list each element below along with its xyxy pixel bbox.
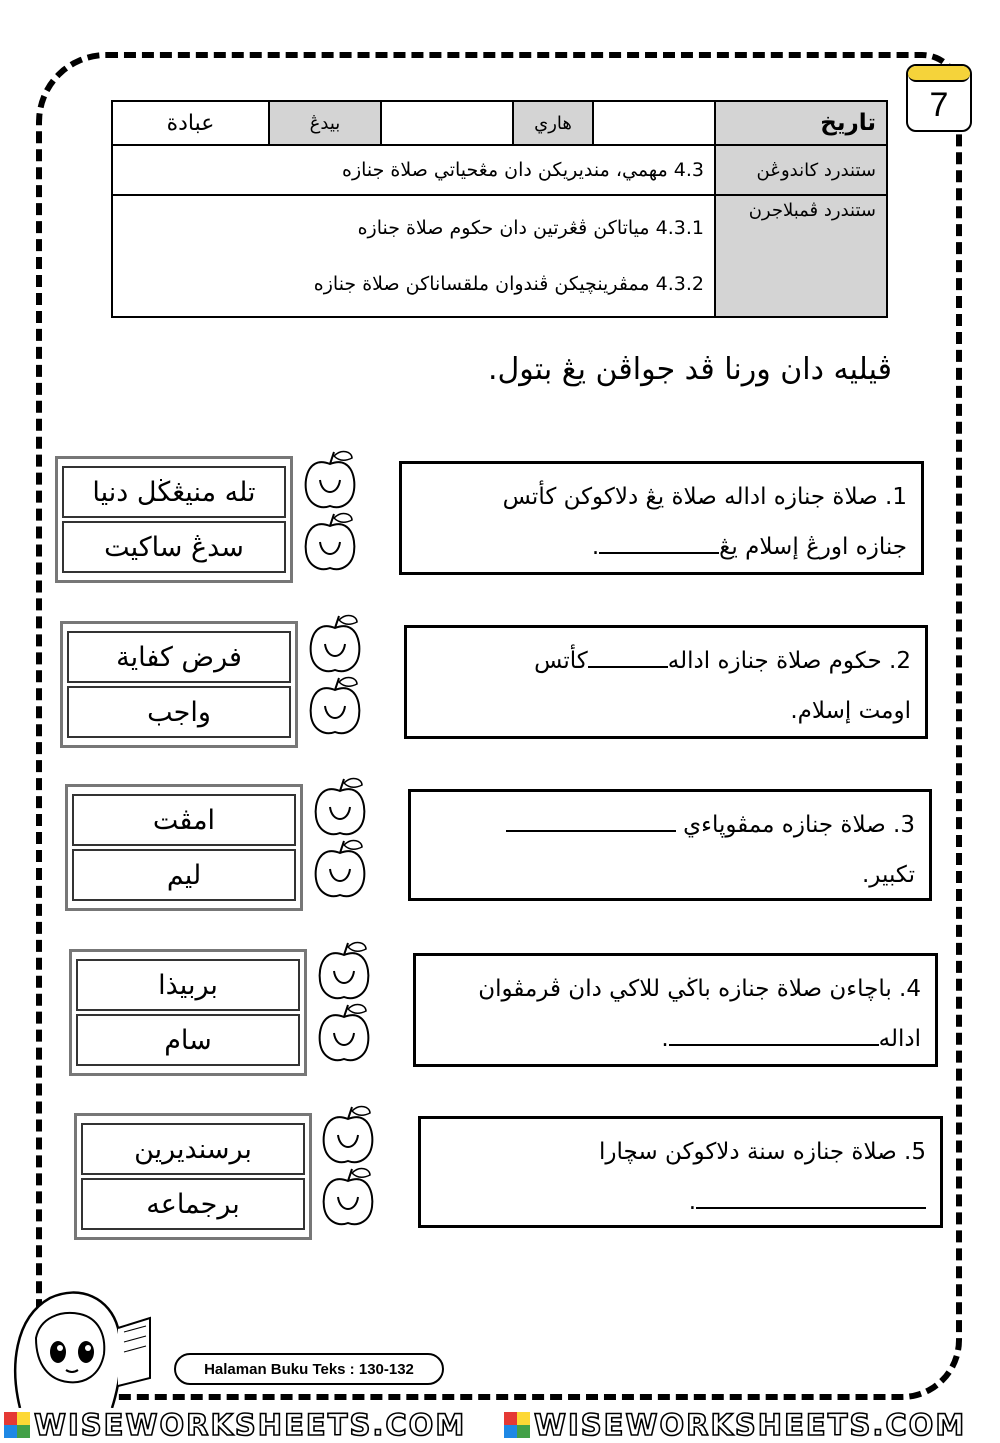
question-3-line1: 3. صلاة جنازه ممڤوڽاءي xyxy=(683,812,915,838)
question-4-line2-wrap xyxy=(430,1014,921,1064)
brand-footer xyxy=(0,1406,1000,1443)
question-1-end: . xyxy=(591,534,600,560)
apple-icon[interactable] xyxy=(311,616,360,672)
brand-mark-icon xyxy=(504,1412,530,1438)
question-1-line1: 1. صلاة جنازه اداله صلاة يڠ دلاكوكن كأتس xyxy=(502,484,907,510)
apple-icon[interactable] xyxy=(306,452,355,508)
date-label: تاريخ xyxy=(715,101,887,145)
content-standard-text: 4.3 مهمي، منديريكن دان مڠحياتي صلاة جنازه xyxy=(112,145,715,195)
apple-icon-pair xyxy=(318,1101,378,1231)
answer-blank[interactable] xyxy=(599,530,719,554)
header-table xyxy=(111,100,888,318)
brand-logo xyxy=(0,1406,500,1443)
girl-reading-illustration xyxy=(0,1258,160,1408)
apple-icon[interactable] xyxy=(324,1107,373,1163)
learning-standard-1: 4.3.1 مياتاكن ڤڠرتين دان حكوم صلاة جنازه xyxy=(357,217,704,239)
apple-icon-pair xyxy=(305,610,365,740)
question-1-line2: جنازه اورڠ إسلام يڠ xyxy=(719,534,907,560)
day-value[interactable] xyxy=(381,101,513,145)
apple-icon[interactable] xyxy=(320,1005,369,1061)
textbook-pages-note: Halaman Buku Teks : 130-132 xyxy=(174,1353,444,1385)
learning-standard-label: ستندرد ڤمبلاجرن xyxy=(715,195,887,317)
apple-icon[interactable] xyxy=(306,514,355,570)
field-label: بيدڠ xyxy=(269,101,381,145)
field-value: عبادة xyxy=(112,101,269,145)
apple-icon[interactable] xyxy=(316,779,365,835)
option-2a[interactable]: فرض كفاية xyxy=(67,631,291,683)
page-number-tab xyxy=(906,64,972,132)
options-5 xyxy=(74,1113,312,1240)
date-value[interactable] xyxy=(593,101,715,145)
question-1 xyxy=(399,461,924,575)
options-3 xyxy=(65,784,303,911)
brand-logo xyxy=(500,1406,1000,1443)
paint-drip-decoration xyxy=(908,66,970,82)
question-5-line1: 5. صلاة جنازه سنة دلاكوكن سچارا xyxy=(599,1139,926,1165)
question-5 xyxy=(418,1116,943,1228)
question-2-line1-wrap xyxy=(421,636,911,686)
option-4b[interactable]: سام xyxy=(76,1014,300,1066)
brand-text: WISEWORKSHEETS.COM xyxy=(34,1407,467,1442)
apple-icon-pair xyxy=(300,446,360,576)
question-4-end: . xyxy=(661,1026,669,1052)
brand-text: WISEWORKSHEETS.COM xyxy=(534,1407,967,1442)
answer-blank[interactable] xyxy=(696,1185,926,1209)
page-number: 7 xyxy=(929,86,949,124)
question-2-line1-end: كأتس xyxy=(534,648,588,674)
options-2 xyxy=(60,621,298,748)
brand-mark-icon xyxy=(4,1412,30,1438)
apple-icon[interactable] xyxy=(311,678,360,734)
question-1-line2-wrap xyxy=(416,522,907,572)
apple-icon-pair xyxy=(314,937,374,1067)
question-5-line2-wrap xyxy=(435,1177,926,1227)
content-standard-label: ستندرد كاندوڠن xyxy=(715,145,887,195)
option-3a[interactable]: امڤت xyxy=(72,794,296,846)
answer-blank[interactable] xyxy=(588,644,668,668)
options-1 xyxy=(55,456,293,583)
apple-icon[interactable] xyxy=(316,841,365,897)
question-5-end: . xyxy=(688,1189,696,1215)
question-2-line2: اومت إسلام. xyxy=(790,698,911,724)
question-4-line2: اداله xyxy=(878,1026,921,1052)
option-1a[interactable]: تله منيڠڬل دنيا xyxy=(62,466,286,518)
question-2 xyxy=(404,625,928,739)
option-3b[interactable]: ليم xyxy=(72,849,296,901)
option-1b[interactable]: سدڠ ساكيت xyxy=(62,521,286,573)
learning-standard-2: 4.3.2 ممڤرينچيكن ڤندوان ملقساناكن صلاة جنازه xyxy=(313,273,704,295)
option-2b[interactable]: واجب xyxy=(67,686,291,738)
option-5a[interactable]: برسنديرين xyxy=(81,1123,305,1175)
instruction: ڤيليه دان ورنا ڤد جواڤن يڠ بتول. xyxy=(487,352,892,387)
question-2-line1: 2. حكوم صلاة جنازه اداله xyxy=(667,648,911,674)
apple-icon-pair xyxy=(310,773,370,903)
day-label: هاري xyxy=(513,101,593,145)
option-5b[interactable]: برجماعه xyxy=(81,1178,305,1230)
question-4-line1: 4. باچاءن صلاة جنازه باڬي للاكي دان ڤرمڤوان xyxy=(478,976,921,1002)
question-3-line2: تكبير. xyxy=(862,862,915,888)
learning-standard-cell xyxy=(112,195,715,317)
answer-blank[interactable] xyxy=(506,808,676,832)
question-3-line1-wrap xyxy=(425,800,915,850)
options-4 xyxy=(69,949,307,1076)
option-4a[interactable]: بربيذا xyxy=(76,959,300,1011)
apple-icon[interactable] xyxy=(324,1169,373,1225)
answer-blank[interactable] xyxy=(669,1022,879,1046)
apple-icon[interactable] xyxy=(320,943,369,999)
question-3 xyxy=(408,789,932,901)
question-4 xyxy=(413,953,938,1067)
